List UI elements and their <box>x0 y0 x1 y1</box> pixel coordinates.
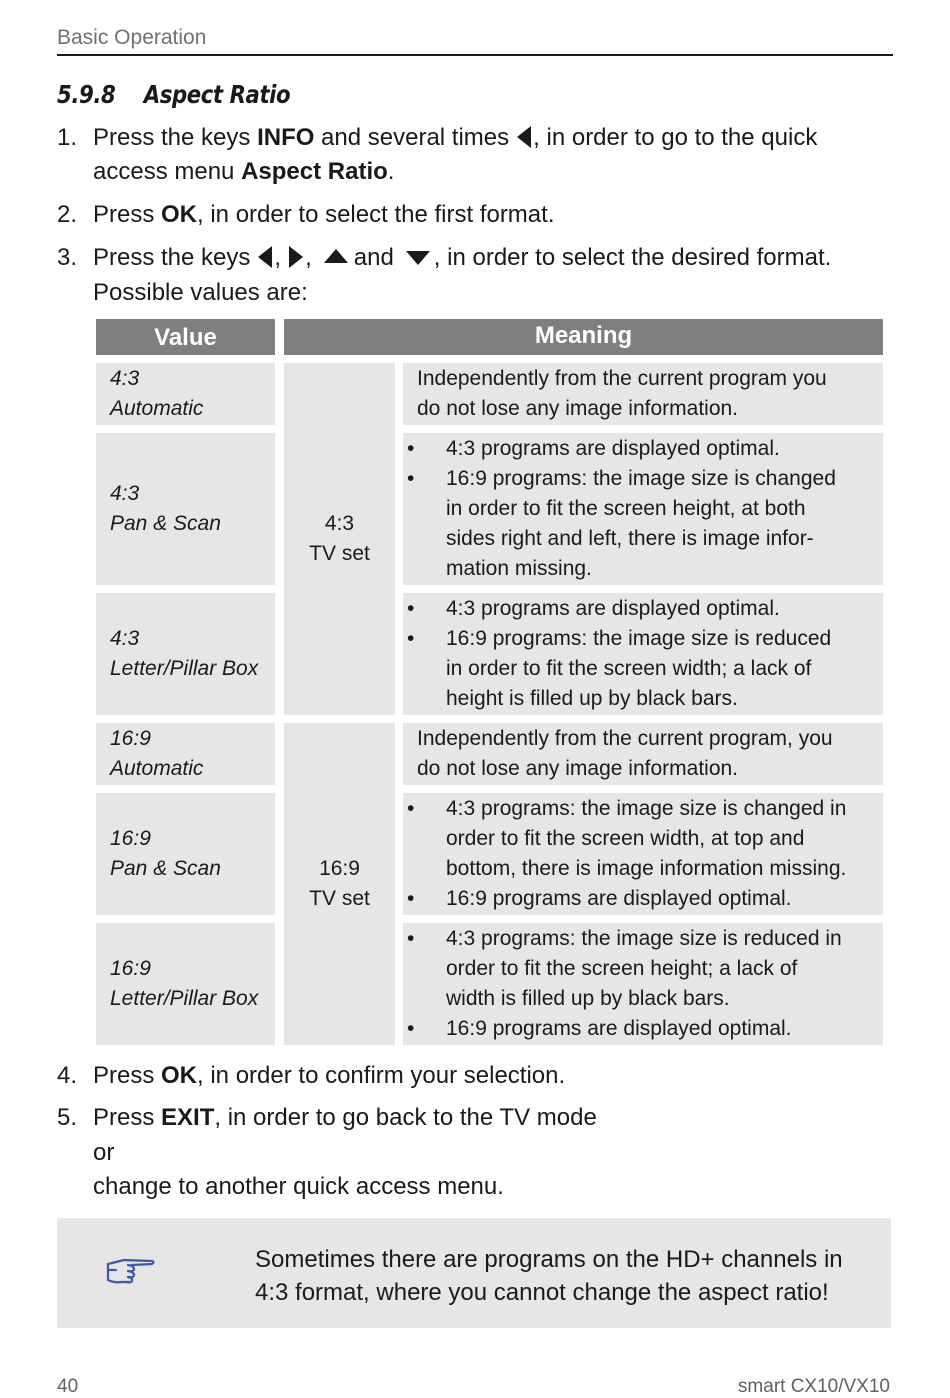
right-arrow-icon <box>289 246 303 268</box>
up-arrow-icon <box>324 249 348 263</box>
value-cell: 16:9 Automatic <box>96 723 275 785</box>
list-item: • 4:3 programs: the image size is reduced in order to fit the screen height; a lack of width is filled up by black bars. <box>407 924 875 1014</box>
list-item: • 4:3 programs: the image size is changed in order to fit the screen width, at top and bottom, there is image information missing. <box>407 794 875 884</box>
value-cell: 16:9 Letter/Pillar Box <box>96 923 275 1045</box>
list-item: • 16:9 programs: the image size is reduced in order to fit the screen width; a lack of height is filled up by black bars. <box>407 624 875 714</box>
step-number: 5. <box>57 1104 78 1131</box>
meaning-cell: Independently from the current program, you do not lose any image information. <box>403 723 883 785</box>
key-exit: EXIT <box>161 1104 215 1131</box>
step-text: Possible values are: <box>93 279 308 306</box>
step-text: Press OK, in order to confirm your selection. <box>93 1062 566 1089</box>
step-text: Press the keys INFO and several times , in order to go to the quick <box>93 124 818 151</box>
running-header: Basic Operation <box>57 26 207 49</box>
left-arrow-icon <box>258 246 272 268</box>
list-item: • 16:9 programs are displayed optimal. <box>407 1014 875 1044</box>
tvset-4-3-cell: 4:3 TV set <box>284 363 395 715</box>
step-number: 3. <box>57 244 78 271</box>
table-header-meaning: Meaning <box>284 319 883 355</box>
pointing-hand-icon <box>104 1250 156 1290</box>
value-cell: 4:3 Pan & Scan <box>96 433 275 585</box>
value-cell: 4:3 Letter/Pillar Box <box>96 593 275 715</box>
step-number: 2. <box>57 201 78 228</box>
list-item: • 16:9 programs: the image size is changed in order to fit the screen height, at both sides right and left, there is image infor- mation missing. <box>407 464 875 584</box>
product-name: smart CX10/VX10 <box>737 1376 890 1397</box>
header-rule <box>57 54 893 56</box>
list-item: • 4:3 programs are displayed optimal. <box>407 434 875 464</box>
meaning-cell <box>403 433 883 585</box>
meaning-cell <box>403 923 883 1045</box>
down-arrow-icon <box>406 251 430 265</box>
value-cell: 4:3 Automatic <box>96 363 275 425</box>
step-text: Press the keys , , and , in order to select the desired format. <box>93 244 832 271</box>
note-text: Sometimes there are programs on the HD+ channels in 4:3 format, where you cannot change the aspect ratio! <box>255 1246 843 1306</box>
section-title-text: Aspect Ratio <box>143 80 291 109</box>
step-text: access menu Aspect Ratio. <box>93 158 395 185</box>
page-number: 40 <box>57 1376 79 1397</box>
value-cell: 16:9 Pan & Scan <box>96 793 275 915</box>
key-ok: OK <box>161 201 198 228</box>
tvset-16-9-cell: 16:9 TV set <box>284 723 395 1045</box>
table-header-value: Value <box>96 319 275 355</box>
section-number: 5.9.8 <box>57 80 116 109</box>
step-number: 1. <box>57 124 78 151</box>
section-title <box>57 80 290 109</box>
step-number: 4. <box>57 1062 78 1089</box>
list-item: • 4:3 programs are displayed optimal. <box>407 594 875 624</box>
meaning-cell <box>403 593 883 715</box>
list-item: • 16:9 programs are displayed optimal. <box>407 884 875 914</box>
menu-aspect-ratio: Aspect Ratio <box>241 158 388 185</box>
meaning-cell <box>403 793 883 915</box>
step-text: Press EXIT, in order to go back to the TV mode <box>93 1104 597 1131</box>
key-info: INFO <box>257 124 315 151</box>
meaning-cell: Independently from the current program you do not lose any image information. <box>403 363 883 425</box>
left-arrow-icon <box>517 126 531 148</box>
step-text: change to another quick access menu. <box>93 1173 504 1200</box>
step-text: or <box>93 1139 115 1166</box>
key-ok: OK <box>161 1062 198 1089</box>
step-text: Press OK, in order to select the first format. <box>93 201 555 228</box>
